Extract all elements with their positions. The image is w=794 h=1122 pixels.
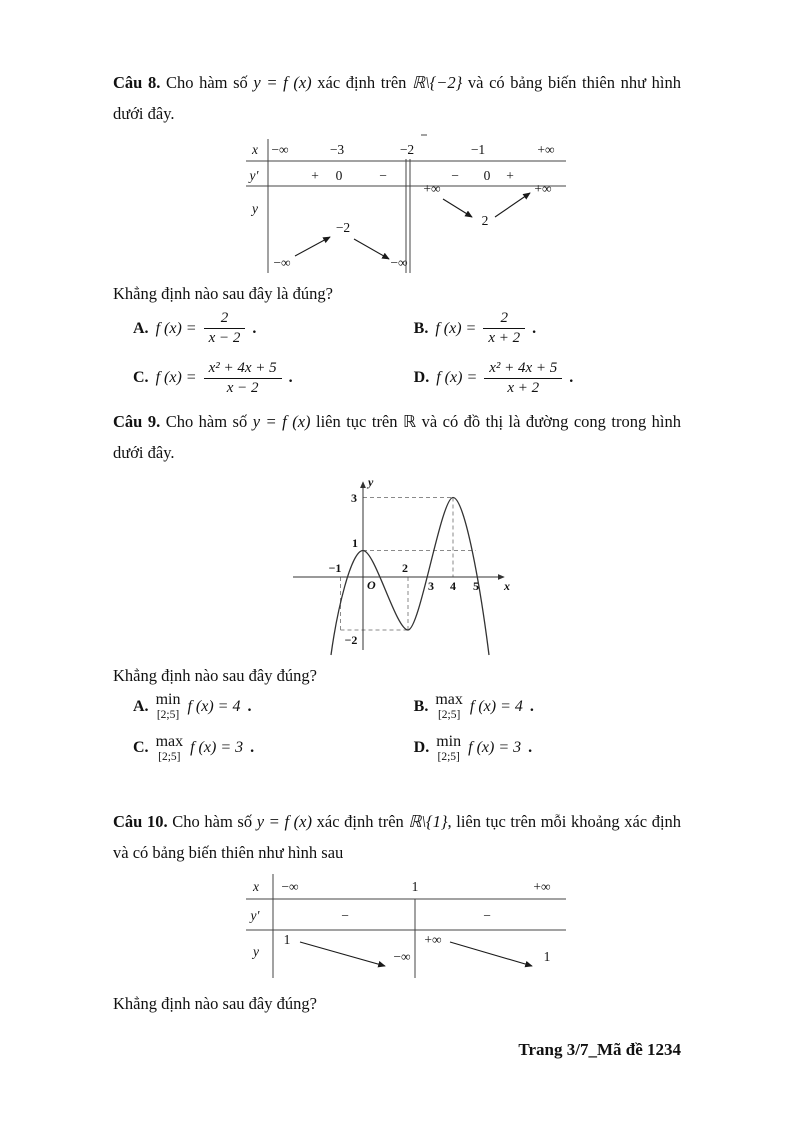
q10-variation-table — [240, 872, 570, 980]
vt2-x-value: +∞ — [533, 879, 551, 895]
q8-option-a-fraction — [204, 310, 246, 348]
q9-function-graph — [285, 473, 515, 657]
q8-text-1: Cho hàm số — [165, 73, 248, 92]
q9-text-3: và có đồ thị là đường cong trong hình dưới đây. — [113, 412, 682, 462]
operator-name: max — [435, 691, 463, 709]
vt1-arrow-down-right — [443, 199, 472, 217]
q8-option-b-letter: B. — [413, 319, 429, 337]
max-operator — [156, 734, 184, 764]
q9-option-a — [133, 692, 414, 722]
vt1-x-value: +∞ — [537, 142, 555, 158]
vt1-x-value: −∞ — [271, 142, 289, 158]
q10-text-2: xác định trên — [316, 812, 404, 832]
operator-name: min — [155, 691, 181, 709]
vt1-x-value: −1 — [470, 142, 486, 158]
q8-label: Câu 8. — [113, 73, 161, 92]
q8-option-c-fraction — [204, 360, 282, 398]
x-axis-label: x — [504, 579, 510, 594]
vt1-y-limit: +∞ — [534, 181, 552, 197]
vt1-y-limit: −∞ — [390, 255, 408, 271]
vt1-yprime-sign: 0 — [335, 168, 343, 184]
q9-option-b-expr: f (x) = 4 — [469, 697, 523, 715]
vt2-x-value: 1 — [411, 879, 419, 895]
q8-option-d-fraction — [484, 360, 562, 398]
fraction-denominator: x + 2 — [507, 379, 540, 396]
q9-math-1: y = f (x) — [252, 412, 311, 432]
vt2-y-limit: −∞ — [393, 949, 411, 965]
fraction-numerator: x² + 4x + 5 — [484, 360, 562, 379]
q9-option-d-period: . — [528, 739, 533, 757]
fraction-denominator: x − 2 — [208, 330, 241, 347]
vt2-yprime-sign: − — [341, 908, 349, 924]
max-operator — [435, 692, 463, 722]
q8-option-c-letter: C. — [133, 369, 149, 387]
q8-option-d — [414, 360, 681, 398]
x-tick-label: 4 — [450, 579, 456, 594]
q8-option-b-lhs: f (x) = — [435, 319, 477, 337]
q8-option-d-letter: D. — [413, 369, 430, 387]
q8-variation-table — [240, 133, 570, 275]
q8-option-a — [133, 310, 414, 348]
x-tick-label: −1 — [328, 561, 342, 576]
q8-option-a-lhs: f (x) = — [155, 319, 197, 337]
q10-text-1: Cho hàm số — [172, 812, 253, 832]
vt2-y-start: 1 — [283, 932, 291, 948]
q10-stem — [113, 807, 681, 868]
q8-option-c — [133, 360, 414, 398]
q8-text-3: và có bảng biến thiên như hình dưới đây. — [113, 73, 682, 123]
q9-option-d — [414, 734, 681, 764]
q9-option-b-period: . — [529, 697, 534, 715]
q9-option-a-expr: f (x) = 4 — [187, 697, 241, 715]
q8-stem — [113, 68, 681, 129]
q8-option-b-fraction — [483, 310, 525, 348]
q9-stem — [113, 407, 681, 468]
vt1-yprime-sign: − — [451, 168, 459, 184]
min-operator — [156, 692, 181, 722]
vt2-y-label: y — [253, 944, 259, 960]
q9-option-a-period: . — [247, 697, 252, 715]
q8-option-b — [414, 310, 681, 348]
q9-question: Khẳng định nào sau đây đúng? — [113, 666, 317, 686]
operator-interval: [2;5] — [156, 709, 180, 722]
q9-option-b — [414, 692, 681, 722]
origin-label: O — [367, 578, 376, 593]
q9-options — [113, 692, 681, 763]
operator-name: min — [436, 732, 462, 750]
y-tick-label: 3 — [351, 491, 357, 506]
q9-math-2: ℝ — [403, 412, 417, 432]
q9-text-2: liên tục trên — [316, 412, 398, 432]
operator-interval: [2;5] — [437, 709, 461, 722]
vt1-arrow-down-left — [354, 239, 389, 259]
x-tick-label: 5 — [473, 579, 479, 594]
q9-text-1: Cho hàm số — [165, 412, 248, 432]
vt1-y-limit: −∞ — [273, 255, 291, 271]
q9-option-c — [133, 734, 414, 764]
q10-text-3: , liên tục trên mỗi khoảng xác định và có bảng biến thiên như hình sau — [113, 812, 682, 862]
vt2-yprime-label: y′ — [250, 908, 260, 924]
q9-label: Câu 9. — [113, 412, 161, 432]
vt1-y-min: 2 — [481, 213, 489, 229]
q9-option-d-expr: f (x) = 3 — [468, 739, 522, 757]
vt1-yprime-sign: + — [311, 168, 319, 184]
q8-option-a-letter: A. — [133, 319, 149, 337]
vt1-yprime-label: y′ — [249, 168, 259, 184]
q8-question: Khẳng định nào sau đây là đúng? — [113, 284, 333, 304]
q9-option-c-period: . — [250, 739, 255, 757]
y-tick-label: 1 — [352, 536, 358, 551]
q10-label: Câu 10. — [113, 812, 168, 832]
q8-text-2: xác định trên — [317, 73, 407, 92]
x-tick-label: 2 — [402, 561, 408, 576]
q8-option-b-period: . — [532, 319, 537, 337]
vt1-yprime-sign: 0 — [483, 168, 491, 184]
q9-option-c-expr: f (x) = 3 — [190, 739, 244, 757]
vt2-y-end: 1 — [543, 949, 551, 965]
x-tick-label: 3 — [428, 579, 434, 594]
vt2-x-value: −∞ — [281, 879, 299, 895]
page-content — [113, 68, 681, 1016]
q10-math-1: y = f (x) — [256, 812, 312, 832]
q8-option-c-period: . — [288, 369, 293, 387]
q8-option-c-lhs: f (x) = — [155, 369, 197, 387]
q8-option-d-period: . — [569, 369, 574, 387]
fraction-denominator: x + 2 — [488, 330, 521, 347]
vt1-x-value: −3 — [329, 142, 345, 158]
q8-option-d-lhs: f (x) = — [436, 369, 478, 387]
vt1-arrow-up-right — [495, 193, 530, 217]
q8-math-1: y = f (x) — [253, 73, 312, 92]
vt1-yprime-sign: + — [506, 168, 514, 184]
y-tick-label: −2 — [344, 633, 358, 648]
vt2-x-label: x — [253, 879, 259, 895]
vt2-y-limit: +∞ — [424, 932, 442, 948]
q10-math-2: ℝ\{1} — [408, 812, 448, 832]
page-footer: Trang 3/7_Mã đề 1234 — [518, 1040, 681, 1059]
vt1-y-label: y — [252, 201, 258, 217]
q8-options — [113, 310, 681, 397]
q9-option-c-letter: C. — [133, 739, 149, 757]
fraction-denominator: x − 2 — [226, 379, 259, 396]
operator-name: max — [155, 732, 184, 750]
q9-option-a-letter: A. — [133, 697, 149, 715]
vt1-arrow-up-left — [295, 237, 330, 256]
fraction-numerator: x² + 4x + 5 — [204, 360, 282, 379]
vt2-arrow-down-left — [300, 942, 385, 966]
vt1-x-value: −2 — [399, 142, 415, 158]
y-axis-label: y — [368, 475, 374, 490]
operator-interval: [2;5] — [158, 750, 181, 763]
vt1-x-label: x — [252, 142, 258, 158]
fraction-numerator: 2 — [483, 310, 525, 329]
vt2-yprime-sign: − — [483, 908, 491, 924]
min-operator — [436, 734, 461, 764]
fraction-numerator: 2 — [204, 310, 246, 329]
function-curve — [328, 498, 489, 656]
q9-option-b-letter: B. — [413, 697, 429, 715]
vt2-arrow-down-right — [450, 942, 532, 966]
q9-option-d-letter: D. — [413, 739, 430, 757]
q8-math-2: ℝ\{−2} — [412, 73, 463, 92]
q10-question: Khẳng định nào sau đây đúng? — [113, 994, 317, 1014]
vt1-yprime-sign: − — [379, 168, 387, 184]
q8-option-a-period: . — [252, 319, 257, 337]
vt1-y-limit: +∞ — [423, 181, 441, 197]
vt1-y-max: −2 — [335, 220, 351, 236]
operator-interval: [2;5] — [437, 750, 460, 763]
